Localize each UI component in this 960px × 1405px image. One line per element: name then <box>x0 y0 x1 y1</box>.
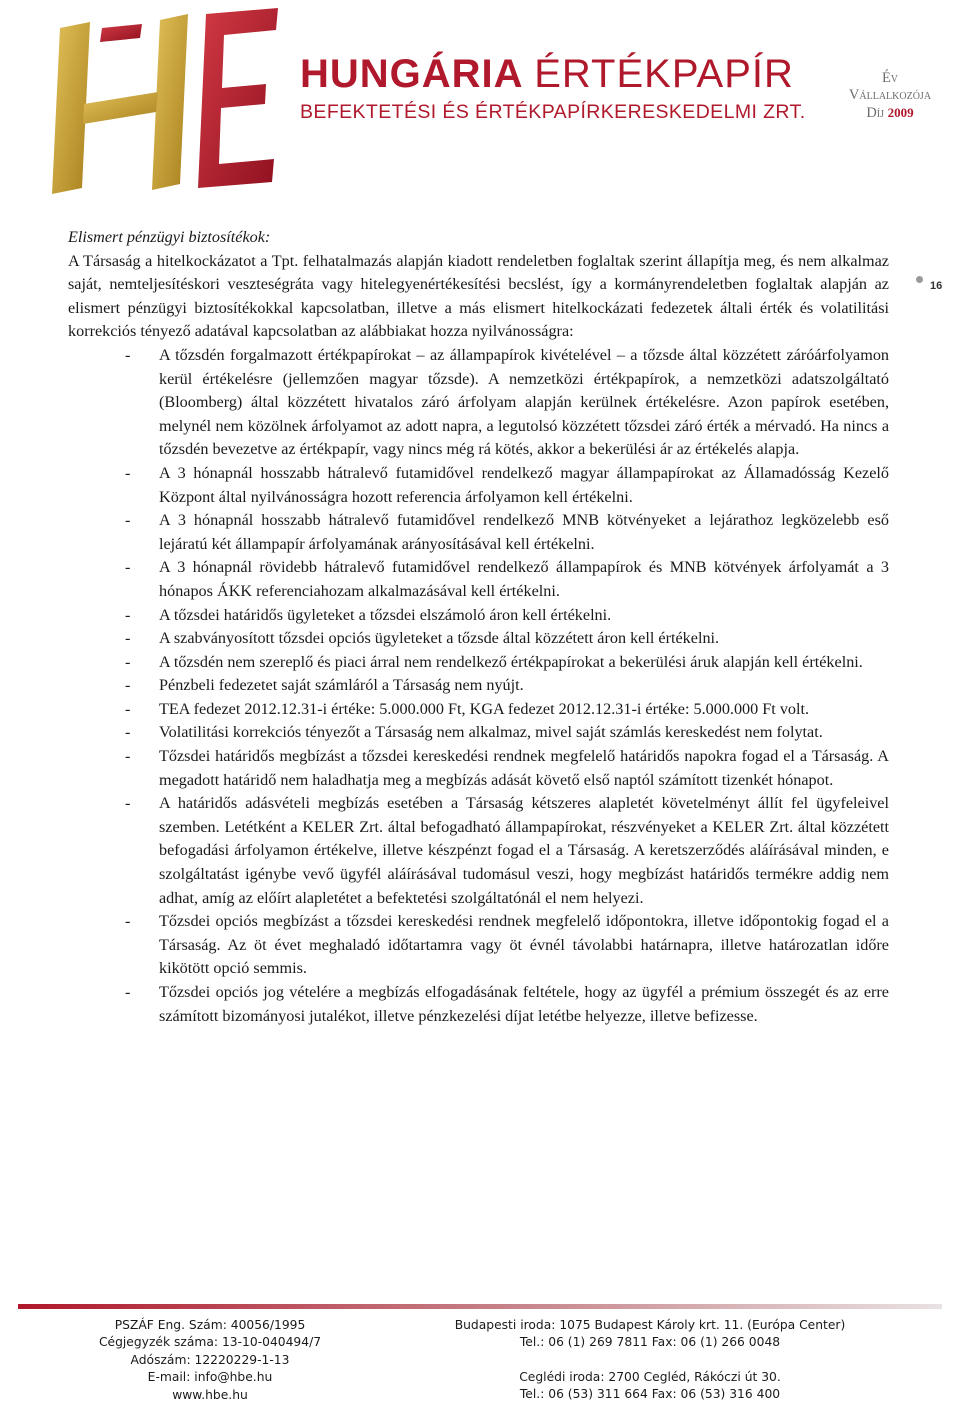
section-title: Elismert pénzügyi biztosítékok: <box>68 228 271 246</box>
footer-adoszam: Adószám: 12220229-1-13 <box>130 1352 290 1367</box>
footer-website[interactable]: www.hbe.hu <box>172 1387 248 1402</box>
award-badge <box>838 70 942 122</box>
list-item <box>68 556 889 603</box>
award-dij: Díj <box>866 105 885 121</box>
list-item-text: Pénzbeli fedezetet saját számláról a Társaság nem nyújt. <box>159 676 524 695</box>
award-line-3 <box>838 104 942 122</box>
list-item <box>68 604 889 628</box>
list-item <box>68 627 889 651</box>
list-item <box>68 910 889 981</box>
bullet-dash: - <box>125 511 131 530</box>
bullet-dash: - <box>125 605 131 624</box>
company-logo-icon <box>38 8 288 200</box>
bullet-dash: - <box>125 345 131 364</box>
list-item-text: A 3 hónapnál rövidebb hátralevő futamidővel rendelkező állampapírok és MNB kötvények árfolyamát a 3 hónapos ÁKK referenciahozam alkalmazásával kell értékelni. <box>159 558 889 600</box>
bullet-dash: - <box>125 699 131 718</box>
list-item <box>68 745 889 792</box>
bullet-dash: - <box>125 629 131 648</box>
list-item-text: A határidős adásvételi megbízás esetében a Társaság kétszeres alapletét követelményt állít fel ügyfeleivel szemben. Letétként a KELER Zrt. által befogadható állampapírokat, részvényeket a KELER Zrt. által közzétett befogadási árfolyamon értékelve, illetve készpénzt fogad el a Társaság. A keretszerződés aláírásával minden, e szolgáltatást igénybe vevő ügyfél aláírásával tudomásul veszi, hogy megbízást határidős termékre addig nem adhat, amíg az előírt alapletétet a befektetési szolgáltatónál el nem helyezi. <box>159 794 889 907</box>
list-item <box>68 981 889 1028</box>
footer <box>0 1313 960 1405</box>
company-name <box>300 52 794 97</box>
list-item-text: TEA fedezet 2012.12.31-i értéke: 5.000.000 Ft, KGA fedezet 2012.12.31-i értéke: 5.000.000 Ft volt. <box>159 699 810 718</box>
bullet-dash: - <box>125 794 131 813</box>
list-item <box>68 721 889 745</box>
footer-cegjegyzek: Cégjegyzék száma: 13-10-040494/7 <box>98 1335 322 1350</box>
page-number-dot-icon <box>916 276 923 283</box>
letterhead <box>0 0 960 210</box>
bullet-dash: - <box>125 747 131 766</box>
list-item-text: Tőzsdei határidős megbízást a tőzsdei kereskedési rendnek megfelelő határidős napokra fogad el a Társaság. A megadott határidő nem haladhatja meg a megbízás adását követő első naptól számított tizenkét hónapot. <box>159 747 889 789</box>
footer-email[interactable]: E-mail: info@hbe.hu <box>147 1370 273 1385</box>
footer-pszaf: PSZÁF Eng. Szám: 40056/1995 <box>114 1318 306 1332</box>
page-number-text: 16 <box>930 280 943 292</box>
company-subtitle: BEFEKTETÉSI ÉS ÉRTÉKPAPÍRKERESKEDELMI ZRT. <box>300 101 806 123</box>
footer-registration <box>60 1317 360 1404</box>
award-year: 2009 <box>887 105 914 120</box>
award-line-2: Vállalkozója <box>848 87 932 103</box>
company-name-part2: ÉRTÉKPAPÍR <box>534 52 794 96</box>
list-item-text: A tőzsdei határidős ügyleteket a tőzsdei elszámoló áron kell értékelni. <box>159 605 612 624</box>
footer-cegled-phone: Tel.: 06 (53) 311 664 Fax: 06 (53) 316 400 <box>519 1387 781 1402</box>
bullet-dash: - <box>125 912 131 931</box>
list-item <box>68 792 889 910</box>
footer-cegled-office: Ceglédi iroda: 2700 Cegléd, Rákóczi út 30. <box>519 1369 781 1384</box>
footer-budapest-office: Budapesti iroda: 1075 Budapest Károly krt. 11. (Európa Center) <box>454 1318 846 1332</box>
list-item-text: Volatilitási korrekciós tényezőt a Társaság nem alkalmaz, mivel saját számlás kereskedést nem folytat. <box>159 723 823 742</box>
bullet-dash: - <box>125 652 131 671</box>
intro-paragraph: A Társaság a hitelkockázatot a Tpt. felhatalmazás alapján kiadott rendeletben foglaltak szerint állapítja meg, és nem alkalmaz saját, nemteljesítéskori veszteségráta vagy hitelegyenértékesítési becslést, így a kormányrendeletben foglaltak alapján az elismert pénzügyi biztosítékokkal kapcsolatban, illetve a más elismert hitelkockázati fedezetek általi érték és volatilitási korrekciós tényező adatával kapcsolatban az alábbiakat hozza nyilvánosságra: <box>68 251 889 341</box>
list-item <box>68 344 889 462</box>
list-item <box>68 509 889 556</box>
list-item-text: Tőzsdei opciós jog vételére a megbízás elfogadásának feltétele, hogy az ügyfél a prémium összegét és az erre számított bizományosi jutalékot, illetve pénzkezelési díjat letétbe helyezze, illetve befizesse. <box>159 983 889 1025</box>
list-item-text: A 3 hónapnál hosszabb hátralevő futamidővel rendelkező MNB kötvényeket a lejárathoz legközelebb eső lejáratú két állampapír árfolyamának arányosításával kell értékelni. <box>159 511 889 553</box>
list-item-text: A szabványosított tőzsdei opciós ügyleteket a tőzsde által közzétett áron kell értékelni. <box>159 629 720 648</box>
list-item <box>68 698 889 722</box>
list-item <box>68 674 889 698</box>
bullet-dash: - <box>125 676 131 695</box>
bullet-dash: - <box>125 463 131 482</box>
list-item-text: A 3 hónapnál hosszabb hátralevő futamidővel rendelkező magyar állampapírokat az Államadósság Kezelő Központ által nyilvánosságra hozott referencia árfolyamon kell értékelni. <box>159 463 889 506</box>
list-item <box>68 462 889 509</box>
bullet-dash: - <box>125 723 131 742</box>
footer-offices <box>440 1317 860 1404</box>
document-body <box>68 226 889 1028</box>
page-number <box>916 276 956 298</box>
bullet-dash: - <box>125 558 131 577</box>
footer-budapest-phone: Tel.: 06 (1) 269 7811 Fax: 06 (1) 266 0048 <box>519 1335 781 1350</box>
list-item-text: A tőzsdén nem szereplő és piaci árral nem rendelkező értékpapírokat a bekerülési áruk alapján kell értékelni. <box>159 652 863 671</box>
valuation-rules-list <box>68 344 889 1028</box>
list-item <box>68 651 889 675</box>
list-item-text: Tőzsdei opciós megbízást a tőzsdei kereskedési rendnek megfelelő időpontokra, illetve időpontokig fogad el a Társaság. Az öt évet meghaladó időtartamra vagy öt évnél távolabbi határnapra, illetve határozatlan időre kikötött opció semmis. <box>159 912 889 978</box>
company-name-part1: HUNGÁRIA <box>300 52 523 96</box>
bullet-dash: - <box>125 983 131 1001</box>
award-line-1: Év <box>881 70 899 86</box>
list-item-text: A tőzsdén forgalmazott értékpapírokat – az állampapírok kivételével – a tőzsde által közzétett záróárfolyamon kerül értékelésre (jellemzően magyar tőzsde). A nemzetközi értékpapírok, a nemzetközi adatszolgáltató (Bloomberg) által közzétett hivatalos záró árfolyam alapján kerülnek értékelésre. Azon papírok esetében, melynél nem közölnek árfolyamot az adott napra, a legutolsó közzétett tőzsdei záró érték a mérvadó. Ha nincs a tőzsdén bevezetve az értékpapír, vagy nincs még rá kötés, akkor a bekerülési ár az értékelés alapja. <box>159 345 889 459</box>
footer-divider <box>18 1304 942 1309</box>
